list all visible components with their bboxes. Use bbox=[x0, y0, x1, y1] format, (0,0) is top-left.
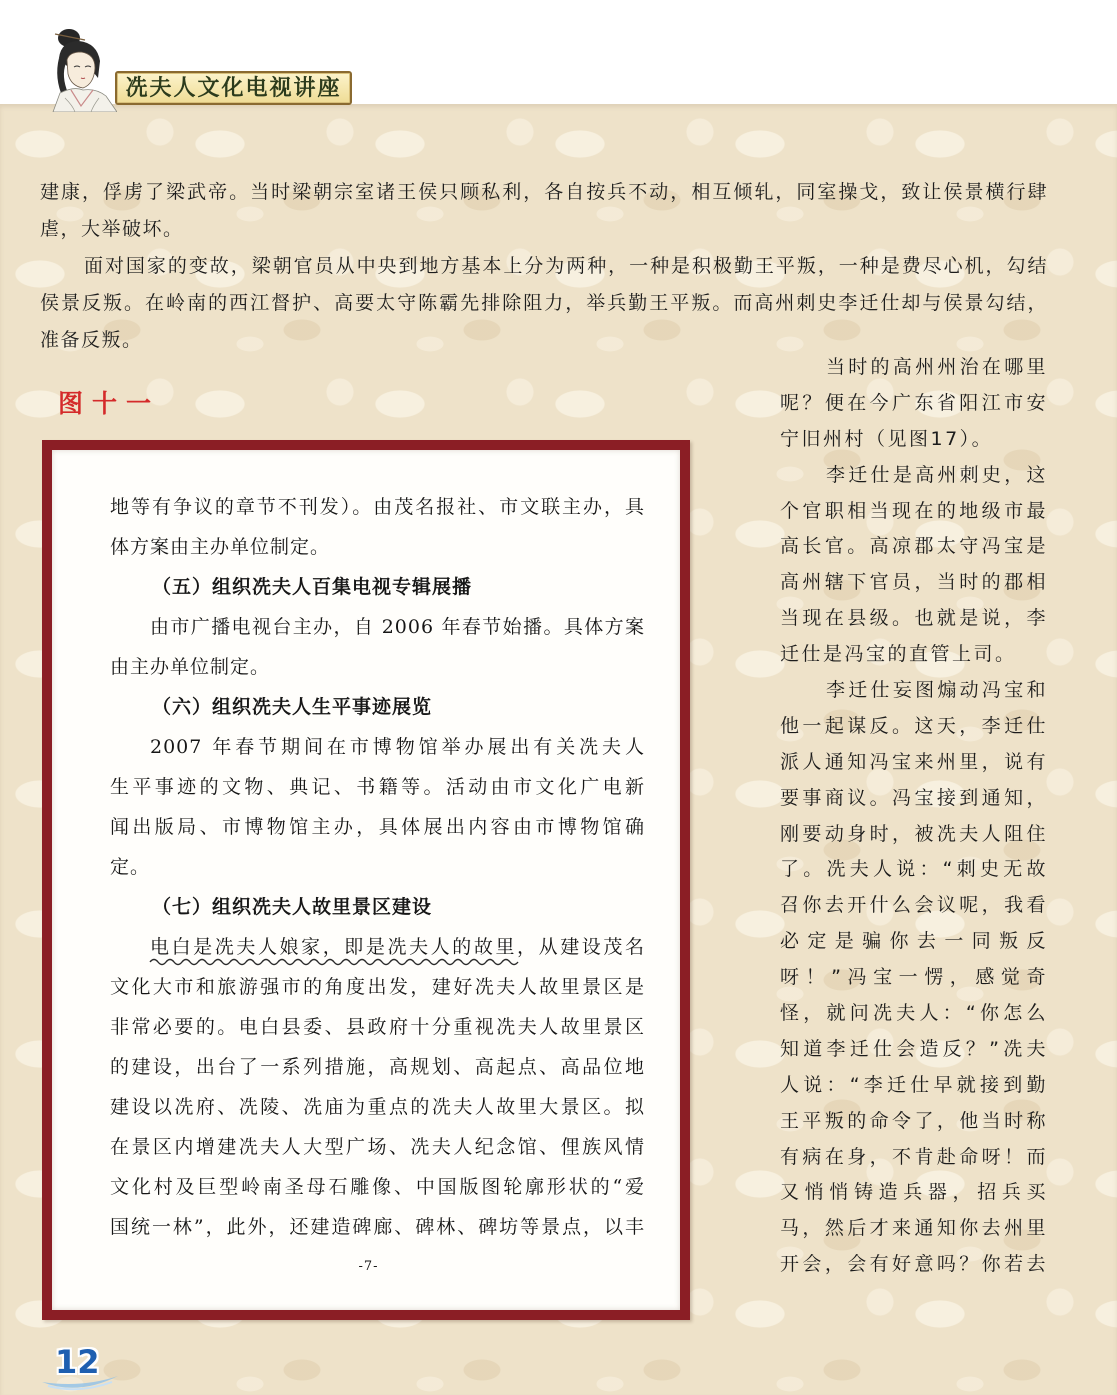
document-line: 的建设，出台了一系列措施，高规划、高起点、高品位地 bbox=[110, 1056, 645, 1078]
body-line: 建康，俘虏了梁武帝。当时梁朝宗室诸王侯只顾私利，各自按兵不动，相互倾轧，同室操戈，致让侯景横行肆 bbox=[40, 181, 1048, 203]
document-line: 文化村及巨型岭南圣母石雕像、中国版图轮廓形状的“爱 bbox=[110, 1176, 645, 1198]
column-line: 人说：“李迁仕早就接到勤 bbox=[780, 1073, 1048, 1096]
document-line: 由主办单位制定。 bbox=[110, 656, 271, 678]
document-heading: （五）组织冼夫人百集电视专辑展播 bbox=[152, 576, 473, 598]
document-line: 国统一林”，此外，还建造碑廊、碑林、碑坊等景点，以丰 bbox=[110, 1216, 645, 1238]
document-line: 由市广播电视台主办，自 2006 年春节始播。具体方案 bbox=[150, 616, 645, 638]
column-line: 高长官。高凉郡太守冯宝是 bbox=[780, 535, 1048, 558]
document-heading: （六）组织冼夫人生平事迹展览 bbox=[152, 696, 433, 718]
column-line: 开会，会有好意吗？你若去 bbox=[780, 1253, 1048, 1276]
document-line: 定。 bbox=[110, 856, 151, 878]
column-line: 宁旧州村（见图17）。 bbox=[780, 427, 994, 450]
series-title-banner bbox=[115, 71, 352, 105]
column-line: 呀！”冯宝一愣，感觉奇 bbox=[780, 966, 1048, 989]
side-column-text bbox=[780, 350, 1048, 1283]
column-line: 知道李迁仕会造反？”冼夫 bbox=[780, 1037, 1048, 1060]
column-line: 当时的高州州治在哪里 bbox=[826, 356, 1048, 378]
figure-label: 图十一 bbox=[58, 389, 161, 418]
document-line: 地等有争议的章节不刊发）。由茂名报社、市文联主办，具 bbox=[110, 496, 645, 518]
column-line: 有病在身，不肯赴命呀！而 bbox=[780, 1145, 1048, 1168]
handwritten-wavy-underline bbox=[148, 956, 528, 968]
document-line: 电白是冼夫人娘家，即是冼夫人的故里，从建设茂名 bbox=[150, 936, 645, 958]
lady-portrait-illustration bbox=[45, 26, 117, 112]
document-line: 非常必要的。电白县委、县政府十分重视冼夫人故里景区 bbox=[110, 1016, 645, 1038]
column-line: 召你去开什么会议呢，我看 bbox=[780, 894, 1048, 917]
body-line: 准备反叛。 bbox=[40, 329, 143, 351]
series-title: 冼夫人文化电视讲座 bbox=[125, 75, 342, 101]
document-line: 生平事迹的文物、典记、书籍等。活动由市文化广电新 bbox=[110, 776, 645, 798]
column-line: 必定是骗你去一同叛反 bbox=[780, 930, 1048, 953]
document-page-marker: -7- bbox=[358, 1259, 379, 1274]
body-line: 侯景反叛。在岭南的西江督护、高要太守陈霸先排除阻力，举兵勤王平叛。而高州刺史李迁仕却与侯景勾结， bbox=[40, 292, 1048, 314]
document-line: 闻出版局、市博物馆主办，具体展出内容由市博物馆确 bbox=[110, 816, 645, 838]
scanned-document-text bbox=[110, 487, 645, 1287]
column-line: 了。冼夫人说：“刺史无故 bbox=[780, 858, 1048, 881]
column-line: 他一起谋反。这天，李迁仕 bbox=[780, 714, 1048, 737]
column-line: 怪，就问冼夫人：“你怎么 bbox=[780, 1002, 1048, 1025]
document-heading: （七）组织冼夫人故里景区建设 bbox=[152, 896, 433, 918]
column-line: 李迁仕是高州刺史，这 bbox=[826, 463, 1048, 486]
body-line: 面对国家的变故，梁朝官员从中央到地方基本上分为两种，一种是积极勤王平叛，一种是费尽心机，勾结 bbox=[84, 255, 1048, 277]
body-line: 虐，大举破坏。 bbox=[40, 218, 184, 240]
document-line: 建设以冼府、冼陵、冼庙为重点的冼夫人故里大景区。拟 bbox=[110, 1096, 645, 1118]
column-line: 刚要动身时，被冼夫人阻住 bbox=[780, 822, 1048, 845]
document-line: 体方案由主办单位制定。 bbox=[110, 536, 331, 558]
scanned-document-figure bbox=[42, 440, 690, 1320]
column-line: 个官职相当现在的地级市最 bbox=[780, 499, 1048, 522]
column-line: 迁仕是冯宝的直管上司。 bbox=[780, 643, 1017, 666]
column-line: 李迁仕妄图煽动冯宝和 bbox=[826, 679, 1048, 702]
column-line: 呢？便在今广东省阳江市安 bbox=[780, 391, 1048, 414]
document-line: 在景区内增建冼夫人大型广场、冼夫人纪念馆、俚族风情 bbox=[110, 1136, 645, 1158]
column-line: 派人通知冯宝来州里，说有 bbox=[780, 750, 1048, 773]
column-line: 当现在县级。也就是说，李 bbox=[780, 607, 1048, 630]
body-text bbox=[40, 174, 1048, 359]
document-line: 文化大市和旅游强市的角度出发，建好冼夫人故里景区是 bbox=[110, 976, 645, 998]
column-line: 又悄悄铸造兵器，招兵买 bbox=[780, 1181, 1048, 1204]
page-number: 12 bbox=[55, 1343, 100, 1381]
document-line: 2007 年春节期间在市博物馆举办展出有关冼夫人 bbox=[150, 736, 645, 758]
column-line: 高州辖下官员，当时的郡相 bbox=[780, 571, 1048, 594]
column-line: 王平叛的命令了，他当时称 bbox=[780, 1109, 1048, 1132]
column-line: 要事商议。冯宝接到通知， bbox=[780, 786, 1048, 809]
column-line: 马，然后才来通知你去州里 bbox=[780, 1217, 1048, 1240]
